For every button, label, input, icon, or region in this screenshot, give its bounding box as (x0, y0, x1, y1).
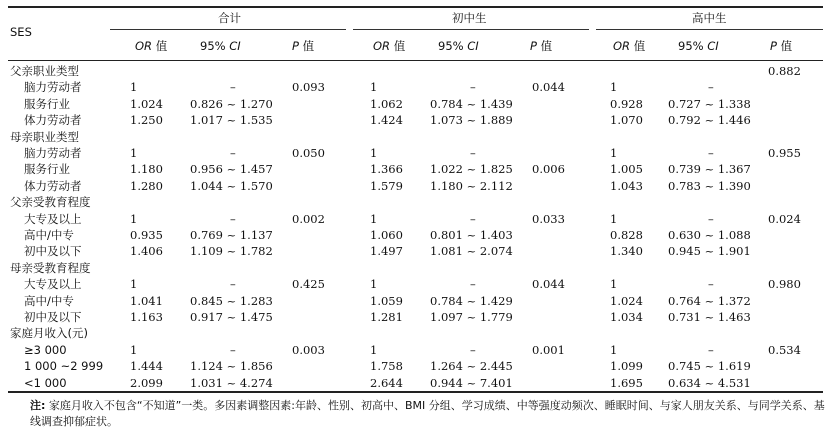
or-value: 1.758 (370, 359, 403, 374)
or-value: 1.034 (610, 310, 643, 324)
note-prefix: 注: (30, 399, 46, 412)
ci-value: 0.945 ~ 1.901 (668, 244, 751, 259)
ci-value: – (470, 277, 476, 292)
or-value: 1.041 (130, 293, 163, 308)
or-value: 1.180 (130, 162, 163, 177)
ci-value: 1.017 ~ 1.535 (190, 113, 273, 128)
p-value: 0.044 (532, 277, 565, 292)
ci-value: 1.264 ~ 2.445 (430, 359, 513, 374)
or-value: 1.163 (130, 310, 163, 324)
section-label: 母亲职业类型 (10, 129, 79, 144)
row-label: 大专及以上 (24, 211, 82, 226)
or-value: 1 (370, 211, 378, 226)
ses-header: SES (10, 25, 32, 39)
ci-value: 0.784 ~ 1.439 (430, 96, 513, 111)
row-label: 服务行业 (24, 96, 70, 111)
or-value: 1 (130, 211, 138, 226)
or-header-part: 值 (390, 39, 406, 53)
ci-value: – (708, 211, 714, 226)
row-label: 体力劳动者 (24, 113, 82, 128)
p-value: 0.980 (768, 277, 801, 292)
row-label: 脑力劳动者 (24, 80, 82, 95)
group-rule-total (110, 29, 346, 30)
ci-header-3 (678, 38, 719, 54)
ci-header-part: CI (467, 39, 479, 53)
p-value: 0.003 (292, 342, 325, 357)
or-value: 2.099 (130, 375, 163, 390)
or-value: 1.340 (610, 244, 643, 259)
group-header-total: 合计 (218, 11, 241, 25)
or-header-part: OR (373, 39, 391, 53)
section-label: 家庭月收入(元) (10, 326, 88, 341)
or-value: 1.059 (370, 293, 403, 308)
ci-value: 1.109 ~ 1.782 (190, 244, 273, 259)
or-value: 1 (610, 277, 618, 292)
or-value: 0.928 (610, 96, 643, 111)
ci-header-part: CI (229, 39, 241, 53)
p-header-2 (530, 38, 552, 54)
ci-value: – (230, 211, 236, 226)
ci-value: 1.097 ~ 1.779 (430, 310, 513, 324)
row-label: ≥3 000 (24, 342, 67, 357)
p-value: 0.093 (292, 80, 325, 95)
or-value: 1 (610, 146, 618, 160)
ci-value: 1.031 ~ 4.274 (190, 375, 273, 390)
p-value: 0.001 (532, 342, 565, 357)
ci-value: 1.124 ~ 1.856 (190, 359, 273, 374)
row-label: 1 000 ~2 999 (24, 359, 104, 374)
or-value: 1.366 (370, 162, 403, 177)
p-value: 0.425 (292, 277, 325, 292)
ci-header-part: 95% (200, 39, 230, 53)
p-value: 0.050 (292, 146, 325, 160)
p-value: 0.024 (768, 211, 801, 226)
or-value: 1.250 (130, 113, 163, 128)
group-rule-junior (353, 29, 589, 30)
ci-value: – (470, 146, 476, 160)
p-header-3 (770, 38, 792, 54)
ci-header-part: CI (707, 39, 719, 53)
ci-value: – (708, 146, 714, 160)
p-header-part: P (292, 39, 299, 53)
or-value: 1 (370, 277, 378, 292)
row-label: 大专及以上 (24, 277, 82, 292)
or-value: 1.406 (130, 244, 163, 259)
ci-value: 0.783 ~ 1.390 (668, 178, 751, 193)
or-value: 1.497 (370, 244, 403, 259)
ci-value: 0.764 ~ 1.372 (668, 293, 751, 308)
or-value: 1.024 (610, 293, 643, 308)
ci-value: 0.769 ~ 1.137 (190, 228, 273, 242)
or-header-part: 值 (630, 39, 646, 53)
ci-value: 0.739 ~ 1.367 (668, 162, 751, 177)
or-value: 1 (370, 342, 378, 357)
ci-value: 0.634 ~ 4.531 (668, 375, 751, 390)
or-value: 1.444 (130, 359, 163, 374)
row-label: <1 000 (24, 375, 67, 390)
ci-header-1 (200, 38, 241, 54)
ci-value: 1.180 ~ 2.112 (430, 178, 513, 193)
or-value: 1.280 (130, 178, 163, 193)
ci-value: 0.731 ~ 1.463 (668, 310, 751, 324)
or-value: 1.424 (370, 113, 403, 128)
or-value: 1.005 (610, 162, 643, 177)
row-label: 初中及以下 (24, 244, 82, 259)
ci-value: 0.801 ~ 1.403 (430, 228, 513, 242)
ci-value: – (470, 80, 476, 95)
row-label: 高中/中专 (24, 293, 74, 308)
ci-value: – (230, 342, 236, 357)
or-value: 1 (130, 342, 138, 357)
p-header-part: 值 (298, 39, 315, 53)
ci-value: 0.792 ~ 1.446 (668, 113, 751, 128)
ci-value: 0.727 ~ 1.338 (668, 96, 751, 111)
ci-value: – (470, 342, 476, 357)
or-value: 1.070 (610, 113, 643, 128)
ci-value: 1.073 ~ 1.889 (430, 113, 513, 128)
or-value: 1.579 (370, 178, 403, 193)
group-header-junior: 初中生 (452, 11, 487, 25)
or-value: 1.281 (370, 310, 403, 324)
or-value: 1.099 (610, 359, 643, 374)
or-value: 1.062 (370, 96, 403, 111)
or-value: 1 (610, 342, 618, 357)
note-text: 家庭月收入不包含“不知道”一类。多因素调整因素:年龄、性别、初高中、BMI 分组、学习成绩、中等强度动频次、睡眠时间、与家人朋友关系、与同学关系、基线调查抑郁症状。 (30, 399, 825, 428)
or-header-2 (373, 38, 405, 54)
or-value: 1.043 (610, 178, 643, 193)
ci-header-part: 95% (438, 39, 468, 53)
ci-value: – (230, 146, 236, 160)
or-value: 0.935 (130, 228, 163, 242)
ci-value: 0.845 ~ 1.283 (190, 293, 273, 308)
ci-value: 0.630 ~ 1.088 (668, 228, 751, 242)
p-value: 0.002 (292, 211, 325, 226)
ci-value: 0.745 ~ 1.619 (668, 359, 751, 374)
p-value: 0.044 (532, 80, 565, 95)
ci-value: – (708, 80, 714, 95)
ci-value: – (708, 277, 714, 292)
ci-value: 0.944 ~ 7.401 (430, 375, 513, 390)
ci-value: 0.784 ~ 1.429 (430, 293, 513, 308)
p-value: 0.006 (532, 162, 565, 177)
ci-value: 1.044 ~ 1.570 (190, 178, 273, 193)
row-label: 体力劳动者 (24, 178, 82, 193)
header-rule (8, 60, 823, 61)
section-label: 母亲受教育程度 (10, 260, 91, 275)
ci-header-part: 95% (678, 39, 708, 53)
ci-value: 0.917 ~ 1.475 (190, 310, 273, 324)
ci-value: 0.826 ~ 1.270 (190, 96, 273, 111)
or-value: 0.828 (610, 228, 643, 242)
p-value: 0.882 (768, 64, 801, 78)
or-value: 1 (610, 211, 618, 226)
table-note (30, 398, 825, 430)
or-header-part: OR (135, 39, 153, 53)
or-value: 1 (370, 80, 378, 95)
section-label: 父亲受教育程度 (10, 195, 91, 210)
ci-header-2 (438, 38, 479, 54)
or-value: 1.024 (130, 96, 163, 111)
group-rule-senior (596, 29, 823, 30)
p-header-1 (292, 38, 314, 54)
p-header-part: 值 (776, 39, 793, 53)
row-label: 服务行业 (24, 162, 70, 177)
or-value: 1.695 (610, 375, 643, 390)
p-header-part: P (530, 39, 537, 53)
p-value: 0.534 (768, 342, 801, 357)
group-header-senior: 高中生 (692, 11, 727, 25)
bottom-rule (8, 391, 823, 393)
ci-value: – (708, 342, 714, 357)
ci-value: – (230, 80, 236, 95)
or-header-part: 值 (152, 39, 168, 53)
p-value: 0.033 (532, 211, 565, 226)
p-header-part: 值 (536, 39, 553, 53)
row-label: 高中/中专 (24, 228, 74, 242)
or-value: 1 (130, 146, 138, 160)
or-value: 1.060 (370, 228, 403, 242)
row-label: 脑力劳动者 (24, 146, 82, 160)
or-header-part: OR (613, 39, 631, 53)
or-value: 2.644 (370, 375, 403, 390)
or-header-1 (135, 38, 167, 54)
section-label: 父亲职业类型 (10, 64, 79, 78)
or-header-3 (613, 38, 645, 54)
p-value: 0.955 (768, 146, 801, 160)
top-rule (8, 6, 823, 8)
or-value: 1 (130, 277, 138, 292)
ci-value: – (470, 211, 476, 226)
or-value: 1 (370, 146, 378, 160)
ci-value: – (230, 277, 236, 292)
p-header-part: P (770, 39, 777, 53)
ci-value: 0.956 ~ 1.457 (190, 162, 273, 177)
row-label: 初中及以下 (24, 310, 82, 324)
or-value: 1 (130, 80, 138, 95)
ci-value: 1.081 ~ 2.074 (430, 244, 513, 259)
or-value: 1 (610, 80, 618, 95)
ci-value: 1.022 ~ 1.825 (430, 162, 513, 177)
